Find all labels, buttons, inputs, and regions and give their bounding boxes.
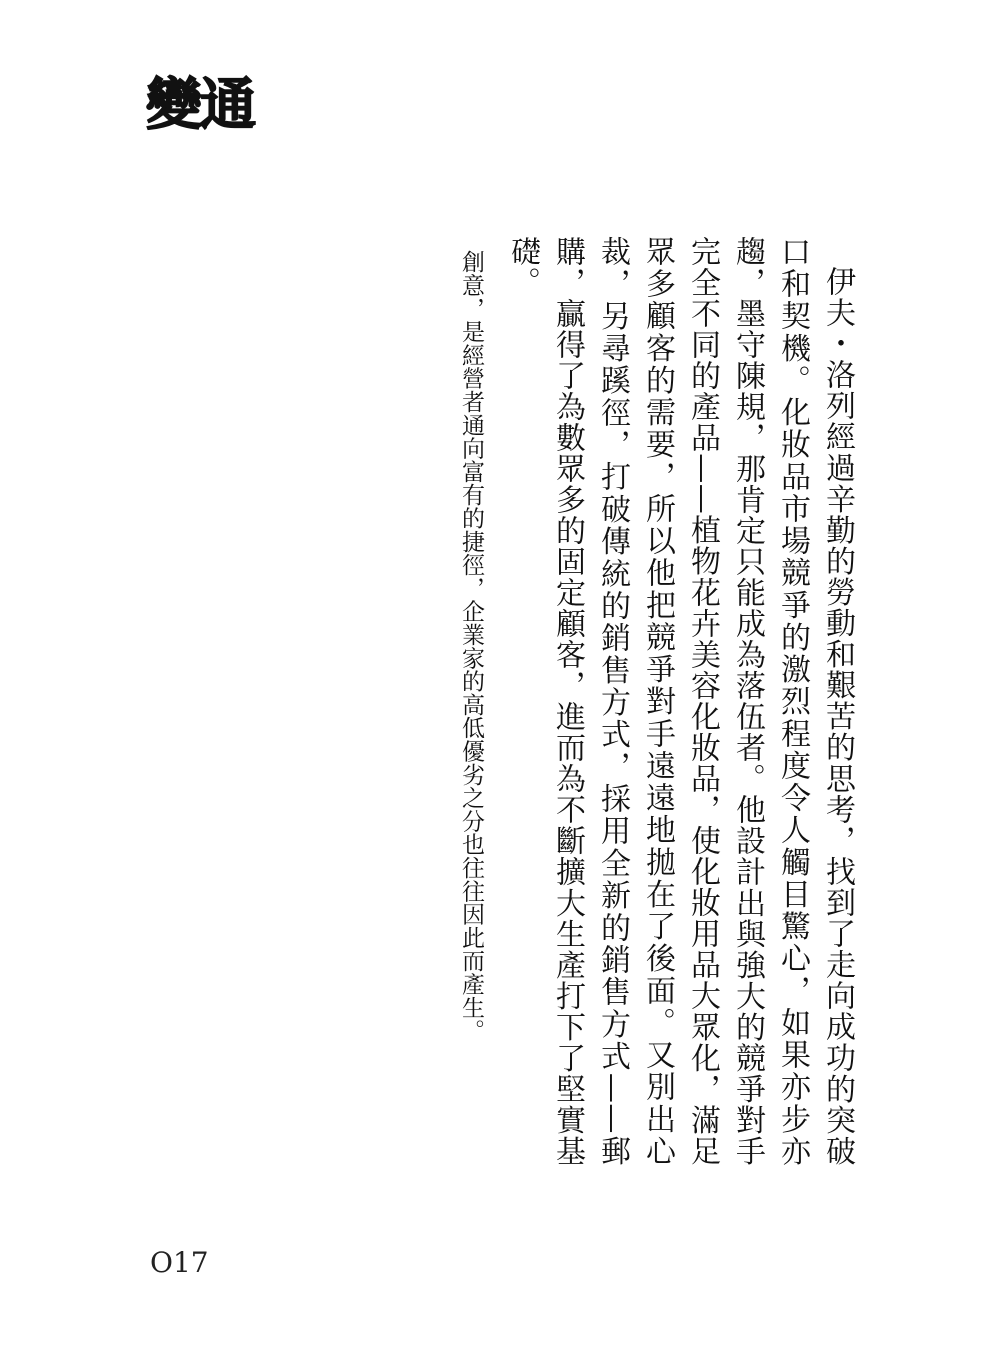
quote-text: 創意，是經營者通向富有的捷徑，企業家的高低優劣之分也往往因此而產生。 <box>458 250 484 1043</box>
body-text <box>505 236 860 1166</box>
page-number: O17 <box>150 1246 209 1279</box>
page-title: 變通 <box>146 73 254 138</box>
body-paragraph: 伊夫・洛列經過辛勤的勞動和艱苦的思考，找到了走向成功的突破口和契機。化妝品市場競爭的激烈程度令人觸目驚心，如果亦步亦趨，墨守陳規，那肯定只能成為落伍者。他設計出與強大的競爭對手完全不同的產品——植物花卉美容化妝品，使化妝用品大眾化，滿足眾多顧客的需要，所以他把競爭對手遠遠地拋在了後面。又別出心裁，另尋蹊徑，打破傳統的銷售方式，採用全新的銷售方式——郵購，贏得了為數眾多的固定顧客，進而為不斷擴大生產打下了堅實基礎。 <box>505 236 855 1166</box>
